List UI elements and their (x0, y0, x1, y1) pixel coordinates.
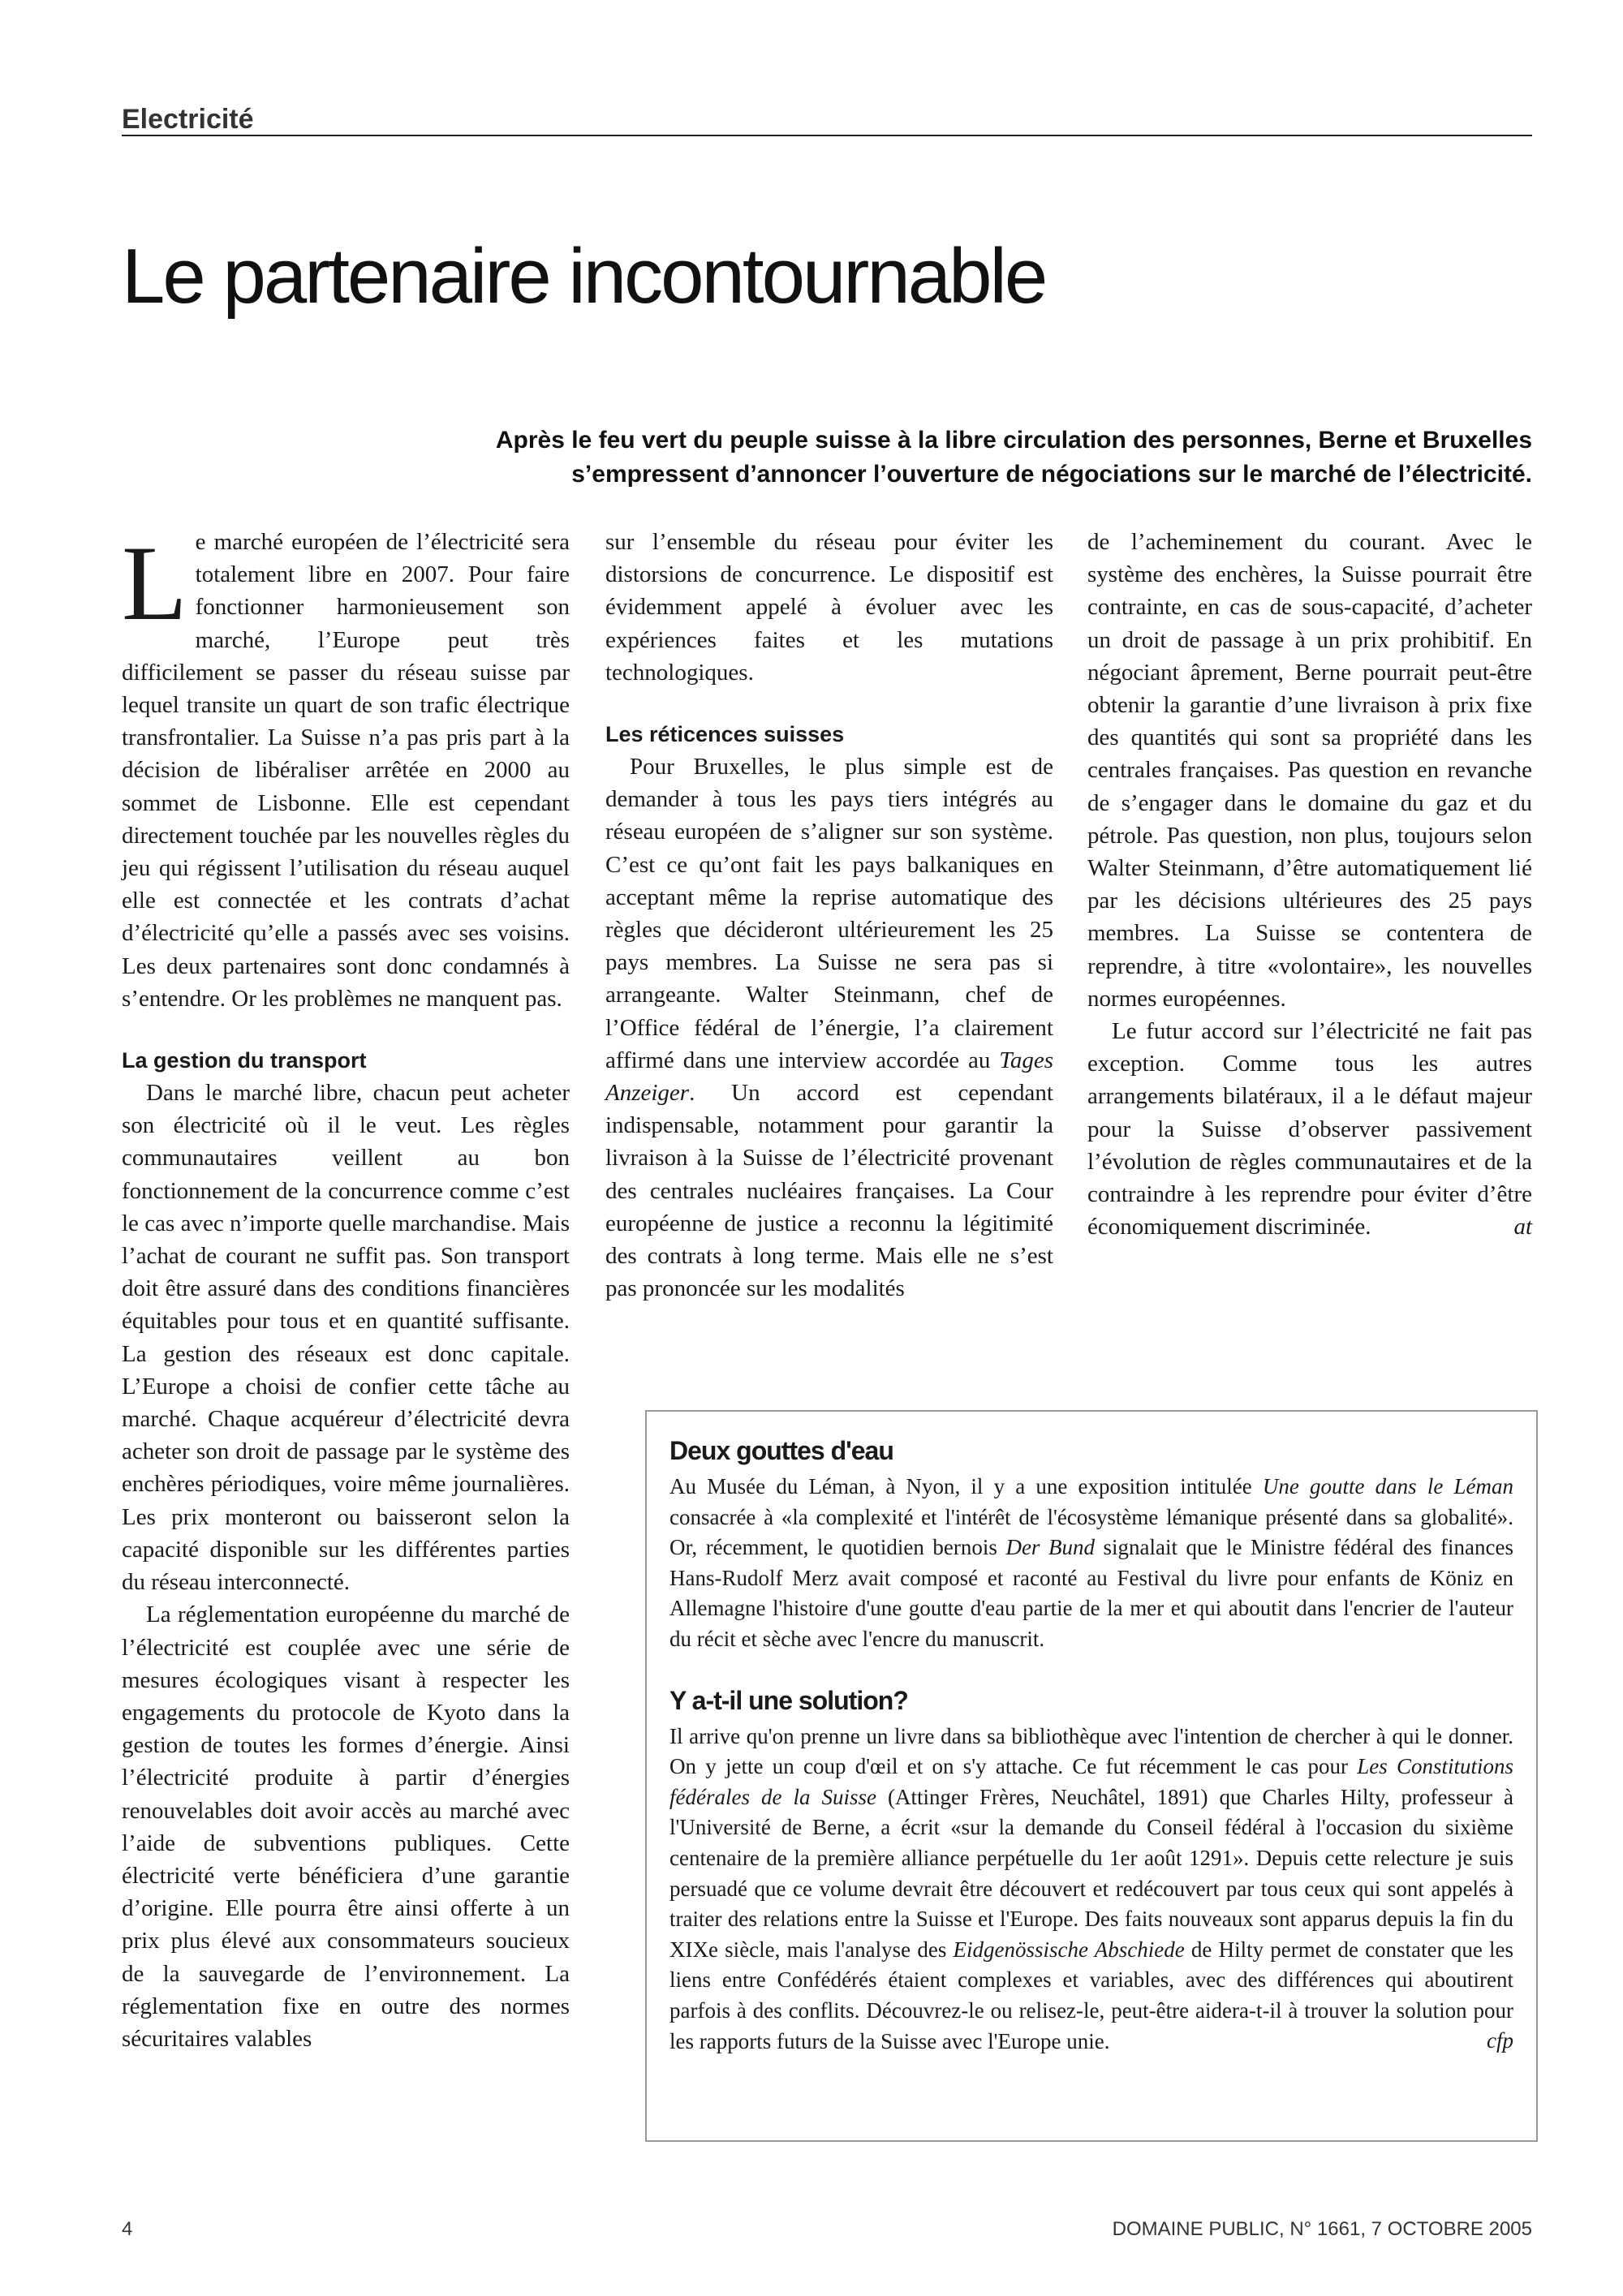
author-signature: at (1513, 1214, 1532, 1240)
paragraph-intro-text: e marché européen de l’électricité sera totalement libre en 2007. Pour faire fonctionner harmonieusement son marché, l’Europe peut très difficilement se passer du réseau suisse par lequel transite un quart de son trafic électrique transfrontalier. La Suisse n’a pas pris part à la décision de libéraliser arrêtée en 2000 au sommet de Lisbonne. Elle est cependant directement touchée par les nouvelles règles du jeu qui régissent l’utilisation du réseau auquel elle est connectée et les contrats d’achat d’électricité qu’elle a passés avec ses voisins. Les deux partenaires sont donc condamnés à s’entendre. Or les problèmes ne manquent pas. (122, 529, 570, 1012)
exhibition-title: Une goutte dans le Léman (1262, 1474, 1513, 1498)
paragraph-continued: sur l’ensemble du réseau pour éviter les distorsions de concurrence. Le dispositif est évidemment appelé à évoluer avec les expériences faites et les mutations technologiques. (605, 529, 1053, 686)
newspaper-name: Tages Anzeiger (605, 1047, 1053, 1107)
paragraph-ecology: La réglementation européenne du marché de l’électricité est couplée avec une série de mesures écologiques visant à respecter les engagements du protocole de Kyoto dans la gestion de toutes les formes d’énergie. Ainsi l’électricité produite à partir d’énergies renouvelables doit avoir accès au marché avec l’aide de subventions publiques. Cette électricité verte bénéficiera d’une garantie d’origine. Elle pourra être ainsi offerte à un prix plus élevé aux consommateurs soucieux de la sauvegarde de l’environnement. La réglementation fixe en outre des normes sécuritaires valables (122, 1602, 570, 2052)
paragraph-brussels-part-2: . Un accord est cependant indispensable, notamment pour garantir la livraison à la Suisse de l’électricité provenant des centrales nucléaires françaises. La Cour européenne de justice a reconnu la légitimité des contrats à long terme. Mais elle ne s’est pas prononcée sur les modalités (605, 1080, 1053, 1302)
box-paragraph-2 (669, 1722, 1513, 2057)
paragraph-conclusion: Le futur accord sur l’électricité ne fait pas exception. Comme tous les autres arrangements bilatéraux, il a le défaut majeur pour la Suisse d’observer passivement l’évolution de règles communautaires et de la contraindre à les reprendre pour éviter d’être économiquement discriminée. (1087, 1018, 1532, 1240)
article-column-2 (605, 526, 1053, 1305)
drop-cap: L (122, 523, 187, 643)
page-number: 4 (122, 2218, 133, 2240)
article-title: Le partenaire incontournable (122, 233, 1046, 320)
box-text: de Hilty permet de constater que les liens entre Confédérés étaient complexes et variables, avec des différences qui aboutirent parfois à des conflits. Découvrez-le ou relisez-le, peut-être aidera-t-il à trouver la solution pour les rapports futurs de la Suisse avec l'Europe unie. (669, 1937, 1513, 2053)
article-column-1 (122, 523, 570, 2055)
section-label: Electricité (122, 104, 254, 135)
article-column-3 (1087, 526, 1532, 1244)
subheading-reticences: Les réticences suisses (605, 722, 845, 747)
box-text: consacrée à «la complexité et l'intérêt de l'écosystème lémanique présenté dans sa globalité». Or, récemment, le quotidien bernois (669, 1504, 1513, 1560)
article-lead (217, 424, 1532, 492)
box-signature: cfp (1487, 2028, 1513, 2053)
paragraph-brussels-part-1: Pour Bruxelles, le plus simple est de demander à tous les pays tiers intégrés au réseau européen de s’aligner sur son système. C’est ce qu’ont fait les pays balkaniques en acceptant même la reprise automatique des règles que décideront ultérieurement les 25 pays membres. La Suisse ne sera pas si arrangeante. Walter Steinmann, chef de l’Office fédéral de l’énergie, l’a clairement affirmé dans une interview accordée au (605, 754, 1053, 1073)
box-heading-1: Deux gouttes d'eau (669, 1436, 893, 1465)
header-rule (122, 135, 1532, 136)
box-text: signalait que le Ministre fédéral des finances Hans-Rudolf Merz avait composé et raconté au Festival du livre pour enfants de Köniz en Allemagne l'histoire d'une goutte d'eau partie de la mer et qui aboutit dans l'encrier de l'auteur du récit et sèche avec l'encre du manuscrit. (669, 1535, 1513, 1651)
box-text: Au Musée du Léman, à Nyon, il y a une exposition intitulée (669, 1474, 1263, 1498)
lead-line-1: Après le feu vert du peuple suisse à la libre circulation des personnes, Berne et Bruxelles (495, 427, 1532, 454)
lead-line-2: s’empressent d’annoncer l’ouverture de négociations sur le marché de l’électricité. (571, 461, 1532, 488)
newspaper-name: Der Bund (1005, 1535, 1095, 1560)
book-title: Eidgenössische Abschiede (953, 1937, 1185, 1962)
paragraph-transmission: de l’acheminement du courant. Avec le système des enchères, la Suisse pourrait être contrainte, en cas de sous-capacité, d’acheter un droit de passage à un prix prohibitif. En négociant âprement, Berne pourrait peut-être obtenir la garantie d’une livraison à prix fixe des quantités qui sont sa propriété dans les centrales françaises. Pas question en revanche de s’engager dans le domaine du gaz et du pétrole. Pas question, non plus, toujours selon Walter Steinmann, d’être automatiquement lié par les décisions ultérieures des 25 pays membres. La Suisse se contentera de reprendre, à titre «volontaire», les nouvelles normes européennes. (1087, 529, 1532, 1012)
paragraph-transport: Dans le marché libre, chacun peut acheter son électricité où il le veut. Les règles communautaires veillent au bon fonctionnement de la concurrence comme c’est le cas avec n’importe quelle marchandise. Mais l’achat de courant ne suffit pas. Son transport doit être assuré dans des conditions financières équitables pour tous et en quantité suffisante. La gestion des réseaux est donc capitale. L’Europe a choisi de confier cette tâche au marché. Chaque acquéreur d’électricité devra acheter son droit de passage par le système des enchères périodiques, voire même journalières. Les prix monteront ou baisseront selon la capacité disponible sur les différentes parties du réseau interconnecté. (122, 1080, 570, 1596)
sidebar-box (645, 1410, 1538, 2142)
box-text: Il arrive qu'on prenne un livre dans sa bibliothèque avec l'intention de chercher à qui le donner. On y jette un coup d'œil et on s'y attache. Ce fut récemment le cas pour (669, 1723, 1513, 1779)
box-text: (Attinger Frères, Neuchâtel, 1891) que Charles Hilty, professeur à l'Université de Berne, a écrit «sur la demande du Conseil fédéral à l'occasion du sixième centenaire de la première alliance perpétuelle du 1er août 1291». Depuis cette relecture je suis persuadé que ce volume devrait être découvert et redécouvert par tous ceux qui sont appelés à traiter des relations entre la Suisse et l'Europe. Des faits nouveaux sont apparus depuis la fin du XIXe siècle, mais l'analyse des (669, 1784, 1513, 1962)
book-title: Les Constitutions fédérales de la Suisse (669, 1754, 1513, 1809)
publication-info: DOMAINE PUBLIC, N° 1661, 7 OCTOBRE 2005 (1112, 2218, 1532, 2240)
paragraph-brussels (605, 750, 1053, 1305)
paragraph-intro (122, 523, 570, 1015)
box-heading-2: Y a-t-il une solution? (669, 1685, 908, 1715)
box-paragraph-1 (669, 1472, 1513, 1655)
subheading-transport: La gestion du transport (122, 1048, 367, 1073)
